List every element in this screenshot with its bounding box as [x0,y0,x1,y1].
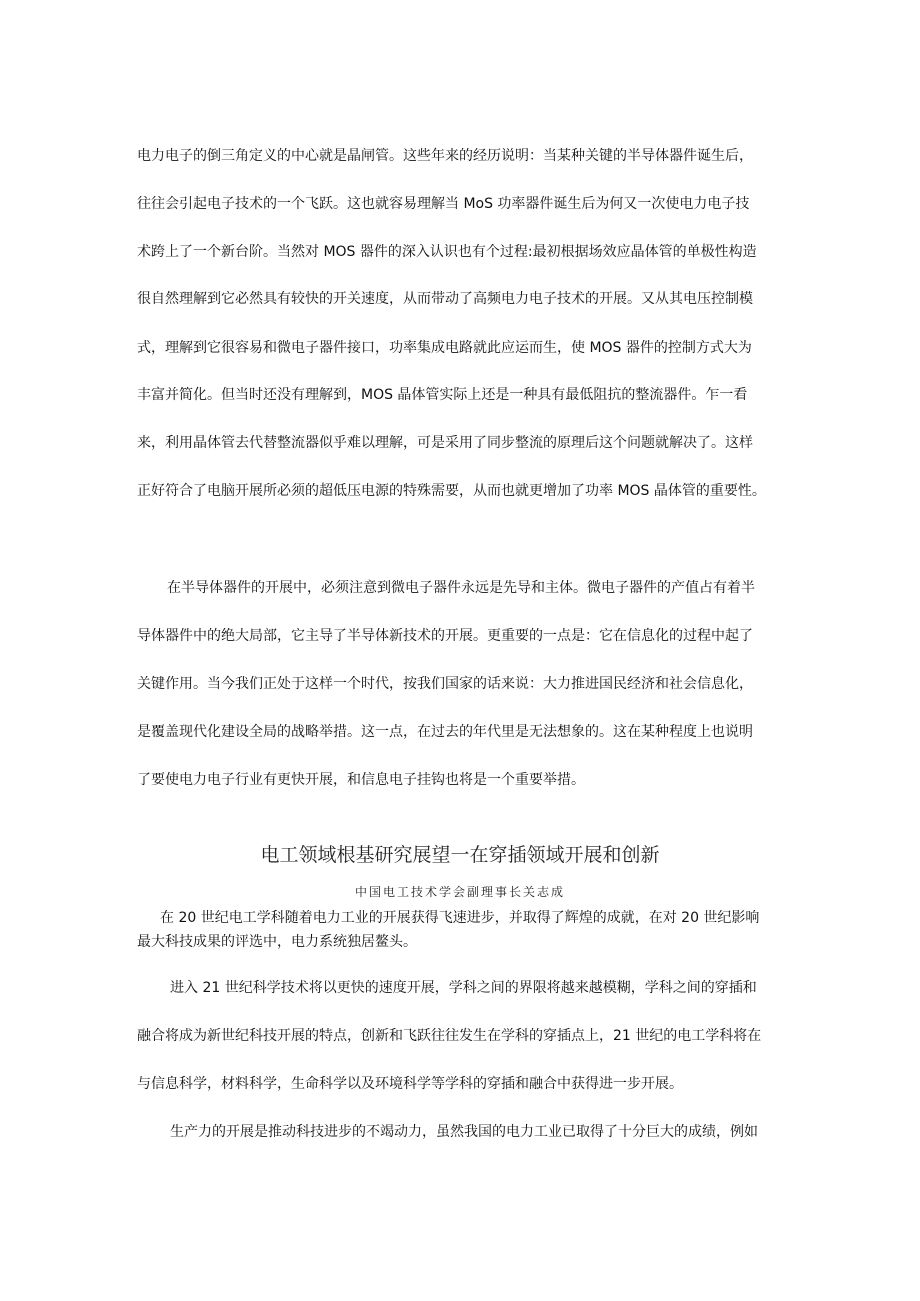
paragraph-line: 丰富并简化。但当时还没有理解到，MOS 晶体管实际上还是一种具有最低阻抗的整流器件。乍一看 [137,387,748,403]
paragraph-line: 是覆盖现代化建设全局的战略举措。这一点，在过去的年代里是无法想象的。这在某种程度上也说明 [137,724,753,740]
paragraph-line: 融合将成为新世纪科技开展的特点，创新和飞跃往往发生在学科的穿插点上，21 世纪的电工学科将在 [137,1028,762,1044]
article-title: 电工领域根基研究展望一在穿插领域开展和创新 [260,844,660,866]
paragraph-line: 关键作用。当今我们正处于这样一个时代，按我们国家的话来说：大力推进国民经济和社会信息化， [137,676,753,692]
paragraph-line: 在 20 世纪电工学科随着电力工业的开展获得飞速进步，并取得了辉煌的成就，在对 20 世纪影响 [160,910,760,926]
paragraph-line: 了要使电力电子行业有更快开展，和信息电子挂钩也将是一个重要举措。 [137,772,585,788]
paragraph-line: 最大科技成果的评选中，电力系统独居鳌头。 [137,934,417,950]
paragraph-line: 往往会引起电子技术的一个飞跃。这也就容易理解当 MoS 功率器件诞生后为何又一次使电力电子技 [137,196,750,212]
paragraph-line: 生产力的开展是推动科技进步的不竭动力，虽然我国的电力工业已取得了十分巨大的成绩，例如 [170,1124,758,1140]
paragraph-line: 进入 21 世纪科学技术将以更快的速度开展，学科之间的界限将越来越模糊，学科之间的穿插和 [170,980,757,996]
paragraph-line: 术跨上了一个新台阶。当然对 MOS 器件的深入认识也有个过程:最初根据场效应晶体管的单极性构造 [137,244,757,260]
article-subtitle: 中国电工技术学会副理事长关志成 [354,885,565,899]
paragraph-line: 电力电子的倒三角定义的中心就是晶闸管。这些年来的经历说明：当某种关键的半导体器件诞生后， [137,148,753,164]
paragraph-line: 很自然理解到它必然具有较快的开关速度，从而带动了高频电力电子技术的开展。又从其电压控制模 [137,291,753,307]
paragraph-line: 来，利用晶体管去代替整流器似乎难以理解，可是采用了同步整流的原理后这个问题就解决了。这样 [137,435,753,451]
paragraph-line: 正好符合了电脑开展所必须的超低压电源的特殊需要，从而也就更增加了功率 MOS 晶体管的重要性。 [137,483,766,499]
paragraph-line: 与信息科学，材料科学，生命科学以及环境科学等学科的穿插和融合中获得进一步开展。 [137,1076,683,1092]
paragraph-line: 式，理解到它很容易和微电子器件接口，功率集成电路就此应运而生，使 MOS 器件的控制方式大为 [137,340,752,356]
paragraph-line: 导体器件中的绝大局部，它主导了半导体新技术的开展。更重要的一点是：它在信息化的过程中起了 [137,628,753,644]
paragraph-line: 在半导体器件的开展中，必须注意到微电子器件永远是先导和主体。微电子器件的产值占有着半 [167,580,755,596]
